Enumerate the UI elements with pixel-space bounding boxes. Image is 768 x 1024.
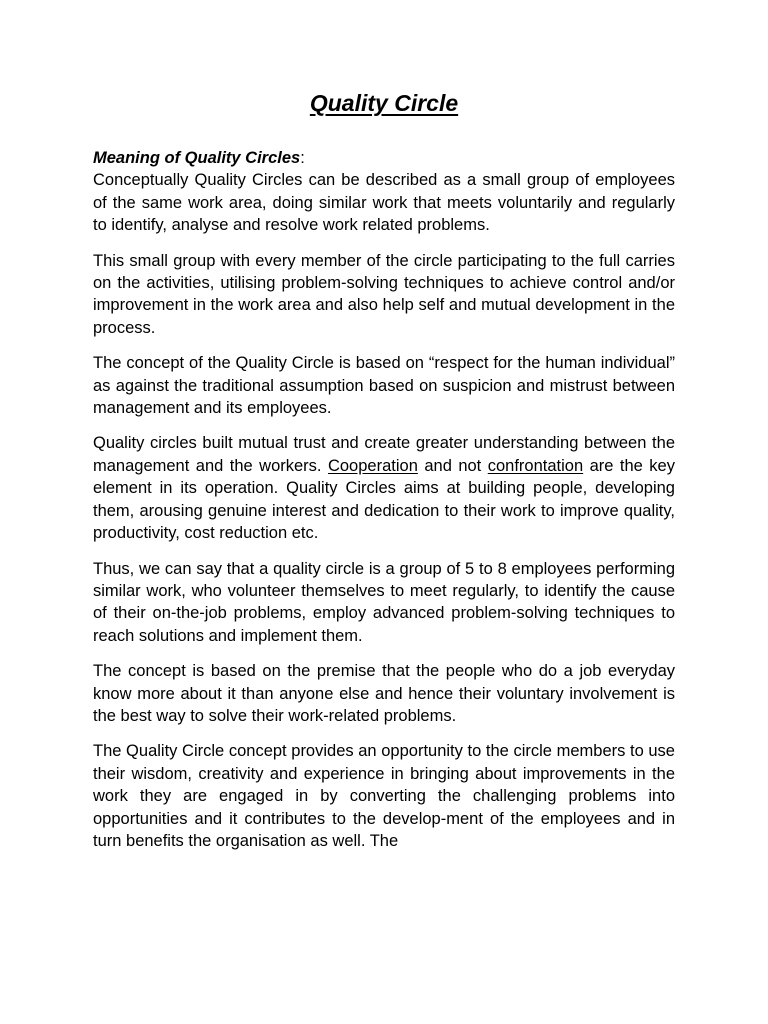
paragraph-mutual-trust-part2: and not xyxy=(417,456,488,475)
section-heading-text: Meaning of Quality Circles xyxy=(93,149,301,167)
underlined-cooperation: Cooperation xyxy=(327,456,418,475)
paragraph-mutual-trust-part1: Quality circles built mutual trust and create greater understanding between the management and the workers. xyxy=(93,434,675,475)
paragraph-opportunity: The Quality Circle concept provides an opportunity to the circle members to use their wisdom, creativity and experience in bringing about improvements in the work they are engaged in by converting the challenging problems into opportunities and it contributes to the develop-ment of the employees and in turn benefits the organisation as well. The xyxy=(93,742,675,850)
page-title: Quality Circle xyxy=(309,90,459,116)
section-heading-colon: : xyxy=(300,149,305,167)
paragraph-group-definition: Thus, we can say that a quality circle is a group of 5 to 8 employees performing similar work, who volunteer themselves to meet regularly, to identify the cause of their on-the-job problems, employ advanced problem-solving techniques to reach solutions and implement them. xyxy=(93,559,675,645)
paragraph-mutual-trust-part3: are the key element in its operation. Quality Circles aims at building people, developing them, arousing genuine interest and dedication to their work to improve quality, productivity, cost reduction etc. xyxy=(93,456,675,543)
paragraph-premise: The concept is based on the premise that the people who do a job everyday know more about it than anyone else and hence their voluntary involvement is the best way to solve their work-related problems. xyxy=(93,662,675,725)
paragraph-definition: Conceptually Quality Circles can be described as a small group of employees of the same work area, doing similar work that meets voluntarily and regularly to identify, analyse and resolve work related problems. xyxy=(93,171,675,235)
document-body xyxy=(93,147,675,865)
paragraph-mutual-trust xyxy=(93,432,675,544)
section-heading xyxy=(93,147,675,169)
paragraph-small-group: This small group with every member of the circle participating to the full carries on the activities, utilising problem-solving techniques to achieve control and/or improvement in the work area and also help self and mutual development in the process. xyxy=(93,251,675,337)
underlined-confrontation: confrontation xyxy=(487,456,584,475)
paragraph-concept-respect: The concept of the Quality Circle is based on “respect for the human individual” as against the traditional assumption based on suspicion and mistrust between management and its employees. xyxy=(93,354,675,418)
